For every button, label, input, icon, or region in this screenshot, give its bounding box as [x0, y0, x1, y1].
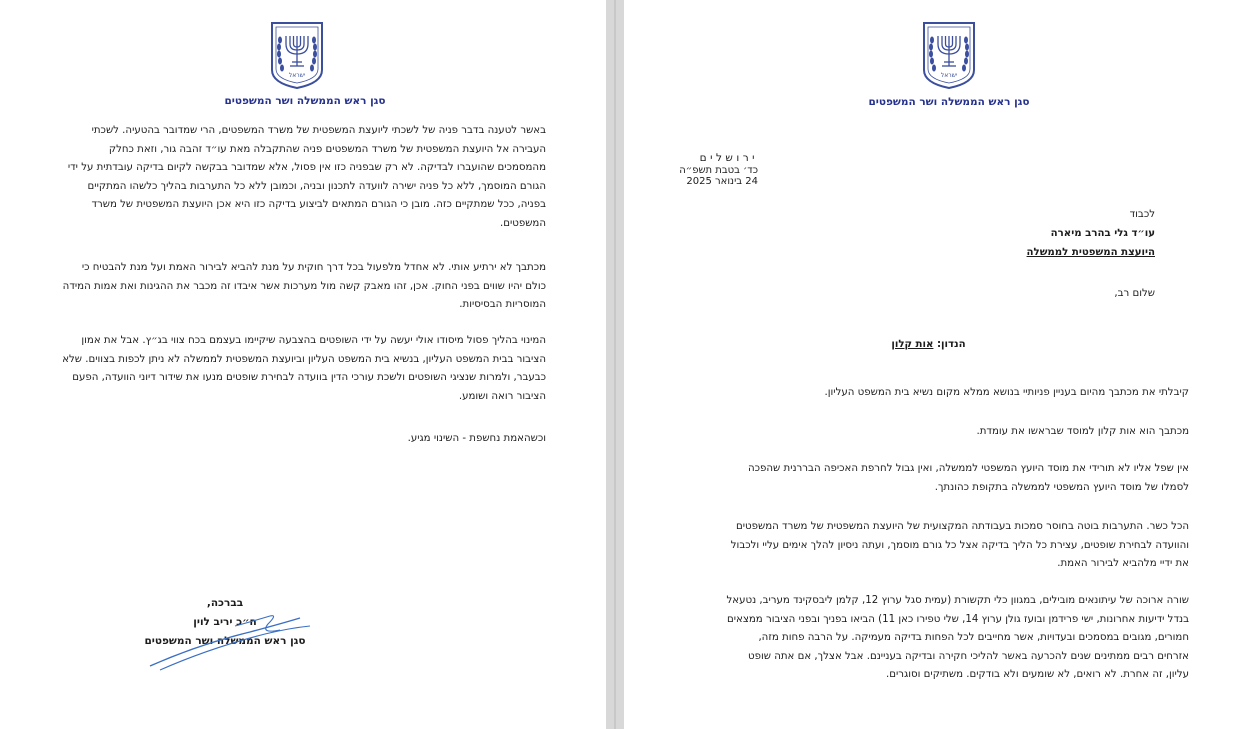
page-gutter — [606, 0, 624, 729]
office-title: סגן ראש הממשלה ושר המשפטים — [868, 96, 1030, 108]
recipient-honorific: לכבוד — [1129, 209, 1155, 220]
subject-line — [624, 339, 1233, 350]
gregorian-date: 24 בינואר 2025 — [686, 176, 758, 187]
recipient-block — [895, 205, 1155, 262]
letter-paragraph: אין שפל אליו לא תורידי את מוסד היועץ המשפטי לממשלה, ואין גבול לחרפת האכיפה הבררנית שהפכה לסמלו של מוסד היועץ המשפטי לממשלה בתקופת כהונתך. — [747, 463, 1189, 493]
subject-label: הנדון: — [936, 339, 966, 350]
subject-text: אות קלון — [891, 339, 934, 350]
emblem-inscription: ישראל — [288, 72, 306, 79]
letter-page-right — [624, 0, 1233, 729]
handwritten-signature-icon — [140, 604, 315, 674]
signature-title: סגן ראש הממשלה ושר המשפטים — [144, 635, 306, 647]
letter-paragraph: שורה ארוכה של עיתונאים מובילים, במגוון כלי תקשורת (עמית סגל ערוץ 12, קלמן ליבסקינד מעריב, נטעאל בנדל ידיעות אחרונות, ישי פרידמן ובועז גולן ערוץ 14, שלי טפירו כאן 11) הביאו בפניך ובפני הציבור ממצאים חמורים, מגובים במסמכים ובעדויות, אשר מחייבים לכל הפחות בדיקה מעמיקה. על הרבה פחות מזה, אזרחים רבים ממתינים שנים להכרעה באשר להליכי חקירה ובדיקה בעניינם. אבל אצלך, אם אתה שופט עליון, זה אחרת. לא רואים, לא שומעים ולא בודקים. משתיקים וסוגרים. — [726, 595, 1189, 680]
signature-name: ח״כ יריב לוין — [193, 616, 257, 628]
letter-paragraph: קיבלתי את מכתבך מהיום בעניין פניותיי בנושא ממלא מקום נשיא בית המשפט העליון. — [824, 387, 1189, 398]
letter-paragraph: המינוי בהליך פסול מיסודו אולי יעשה על ידי השופטים בהצבעה שיקיימו בעצמם בכח צווי בג״ץ. אבל את אמון הציבור בבית המשפט העליון, בנשיא בית המשפט העליון וביועצת המשפטית לממשלה לא ניתן לכפות בצווים. שלא כבעבר, ולמרות שנציגי השופטים ולשכת עורכי הדין בוועדה לבחירת שופטים מנעו את שידור דיוני הוועדה, הפעם הציבור רואה ושומע. — [62, 335, 546, 402]
greeting: שלום רב, — [1114, 288, 1155, 299]
state-emblem-icon — [920, 20, 978, 90]
signature-closing: בברכה, — [206, 597, 244, 609]
emblem-inscription: ישראל — [940, 72, 958, 79]
letter-paragraph: מכתבך הוא אות קלון למוסד שבראשו את עומדת. — [976, 426, 1189, 437]
recipient-role: היועצת המשפטית לממשלה — [1026, 247, 1155, 258]
place-name: ירושלים — [699, 152, 758, 164]
letter-paragraph: באשר לטענה בדבר פניה של לשכתי ליועצת המשפטית של משרד המשפטים, הרי שמדובר בהטעיה. לשכתי העבירה אל היועצת המשפטית של משרד המשפטים פניה שהתקבלה מאת עו״ד זהבה גור, וזאת כחלק מהמסמכים שהועברו לבדיקה. לא רק שבפניה כזו אין פסול, אלא שמדובר בבקשה לקיום בדיקה עובדתית על ידי הגורם המוסמך, ללא כל פניה ישירה לוועדה לתכנון ובניה, וכמובן ללא כל התערבות בהליך כלשהו המתקיים בפניה, ככל שמתקיים כזה. מובן כי הגורם המתאים לביצוע בדיקה כזו היא אכן היועצת המשפטית של משרד המשפטים. — [67, 125, 546, 229]
letter-paragraph: מכתבך לא ירתיע אותי. לא אחדל מלפעול בכל דרך חוקית על מנת להביא לבירור האמת ועל מנת להבטיח כי כולם יהיו שווים בפני החוק. אכן, זהו מאבק קשה מול מערכות אשר איבדו זה מכבר את ההגינות ואת אמות המידה המוסריות הבסיסיות. — [62, 262, 546, 310]
letter-page-left — [0, 0, 606, 729]
letter-paragraph: הכל כשר. התערבות בוטה בחוסר סמכות בעבודתה המקצועית של היועצת המשפטית של משרד המשפטים והוועדה לבחירת שופטים, עצירת כל הליך בדיקה אצל כל גורם מוסמך, ועתה ניסיון להלך אימים עליי ולכבול את ידיי מלהביא לבירור האמת. — [730, 521, 1189, 569]
hebrew-date: כד׳ בטבת תשפ״ה — [679, 164, 758, 176]
place-date-block — [648, 153, 758, 188]
recipient-name: עו״ד גלי בהרב מיארה — [1050, 228, 1155, 239]
signature-block — [95, 594, 355, 651]
office-title: סגן ראש הממשלה ושר המשפטים — [224, 95, 386, 107]
letter-paragraph: וכשהאמת נחשפת - השינוי מגיע. — [407, 433, 546, 444]
state-emblem-icon — [268, 20, 326, 90]
